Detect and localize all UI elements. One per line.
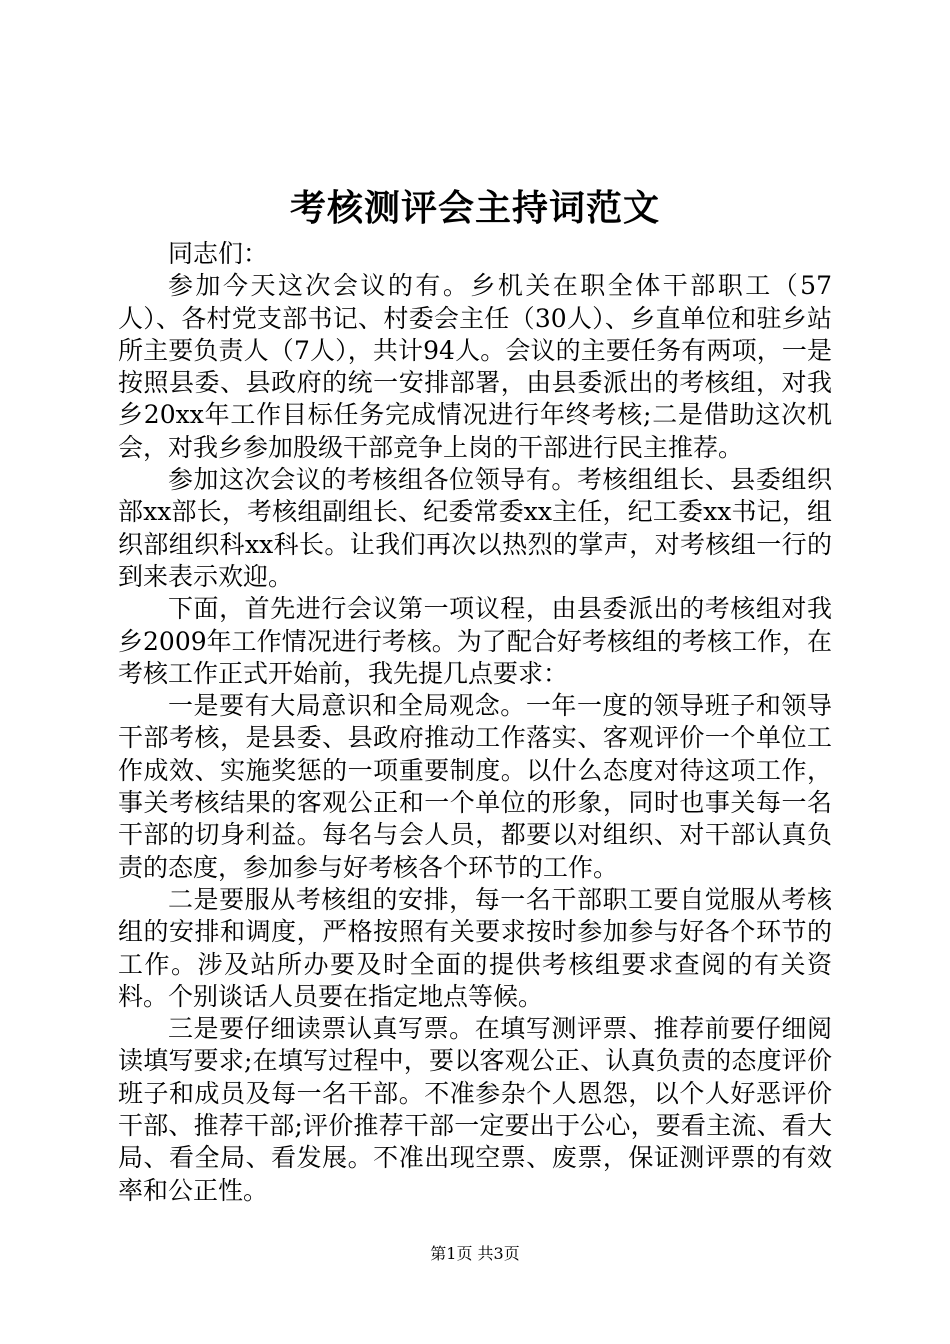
paragraph-3: 下面，首先进行会议第一项议程，由县委派出的考核组对我乡2009年工作情况进行考核。为了配合好考核组的考核工作，在考核工作正式开始前，我先提几点要求： <box>118 594 832 688</box>
paragraph-1: 参加今天这次会议的有。乡机关在职全体干部职工（57人）、各村党支部书记、村委会主任（30人）、乡直单位和驻乡站所主要负责人（7人），共计94人。会议的主要任务有两项，一是按照县委、县政府的统一安排部署，由县委派出的考核组，对我乡20xx年工作目标任务完成情况进行年终考核;二是借助这次机会，对我乡参加股级干部竞争上岗的干部进行民主推荐。 <box>118 271 832 462</box>
salutation: 同志们： <box>168 239 269 268</box>
page-footer: 第1页 共3页 <box>430 1244 520 1263</box>
document-title: 考核测评会主持词范文 <box>289 187 660 229</box>
paragraph-4: 一是要有大局意识和全局观念。一年一度的领导班子和领导干部考核，是县委、县政府推动工作落实、客观评价一个单位工作成效、实施奖惩的一项重要制度。以什么态度对待这项工作，事关考核结果的客观公正和一个单位的形象，同时也事关每一名干部的切身利益。每名与会人员，都要以对组织、对干部认真负责的态度，参加参与好考核各个环节的工作。 <box>118 691 832 882</box>
paragraph-2: 参加这次会议的考核组各位领导有。考核组组长、县委组织部xx部长，考核组副组长、纪委常委xx主任，纪工委xx书记，组织部组织科xx科长。让我们再次以热烈的掌声，对考核组一行的到来表示欢迎。 <box>118 465 832 591</box>
paragraph-6: 三是要仔细读票认真写票。在填写测评票、推荐前要仔细阅读填写要求;在填写过程中，要以客观公正、认真负责的态度评价班子和成员及每一名干部。不准参杂个人恩怨，以个人好恶评价干部、推荐干部;评价推荐干部一定要出于公心，要看主流、看大局、看全局、看发展。不准出现空票、废票，保证测评票的有效率和公正性。 <box>118 1014 832 1205</box>
document-body <box>118 238 832 1207</box>
paragraph-5: 二是要服从考核组的安排，每一名干部职工要自觉服从考核组的安排和调度，严格按照有关要求按时参加参与好各个环节的工作。涉及站所办要及时全面的提供考核组要求查阅的有关资料。个别谈话人员要在指定地点等候。 <box>118 884 832 1011</box>
